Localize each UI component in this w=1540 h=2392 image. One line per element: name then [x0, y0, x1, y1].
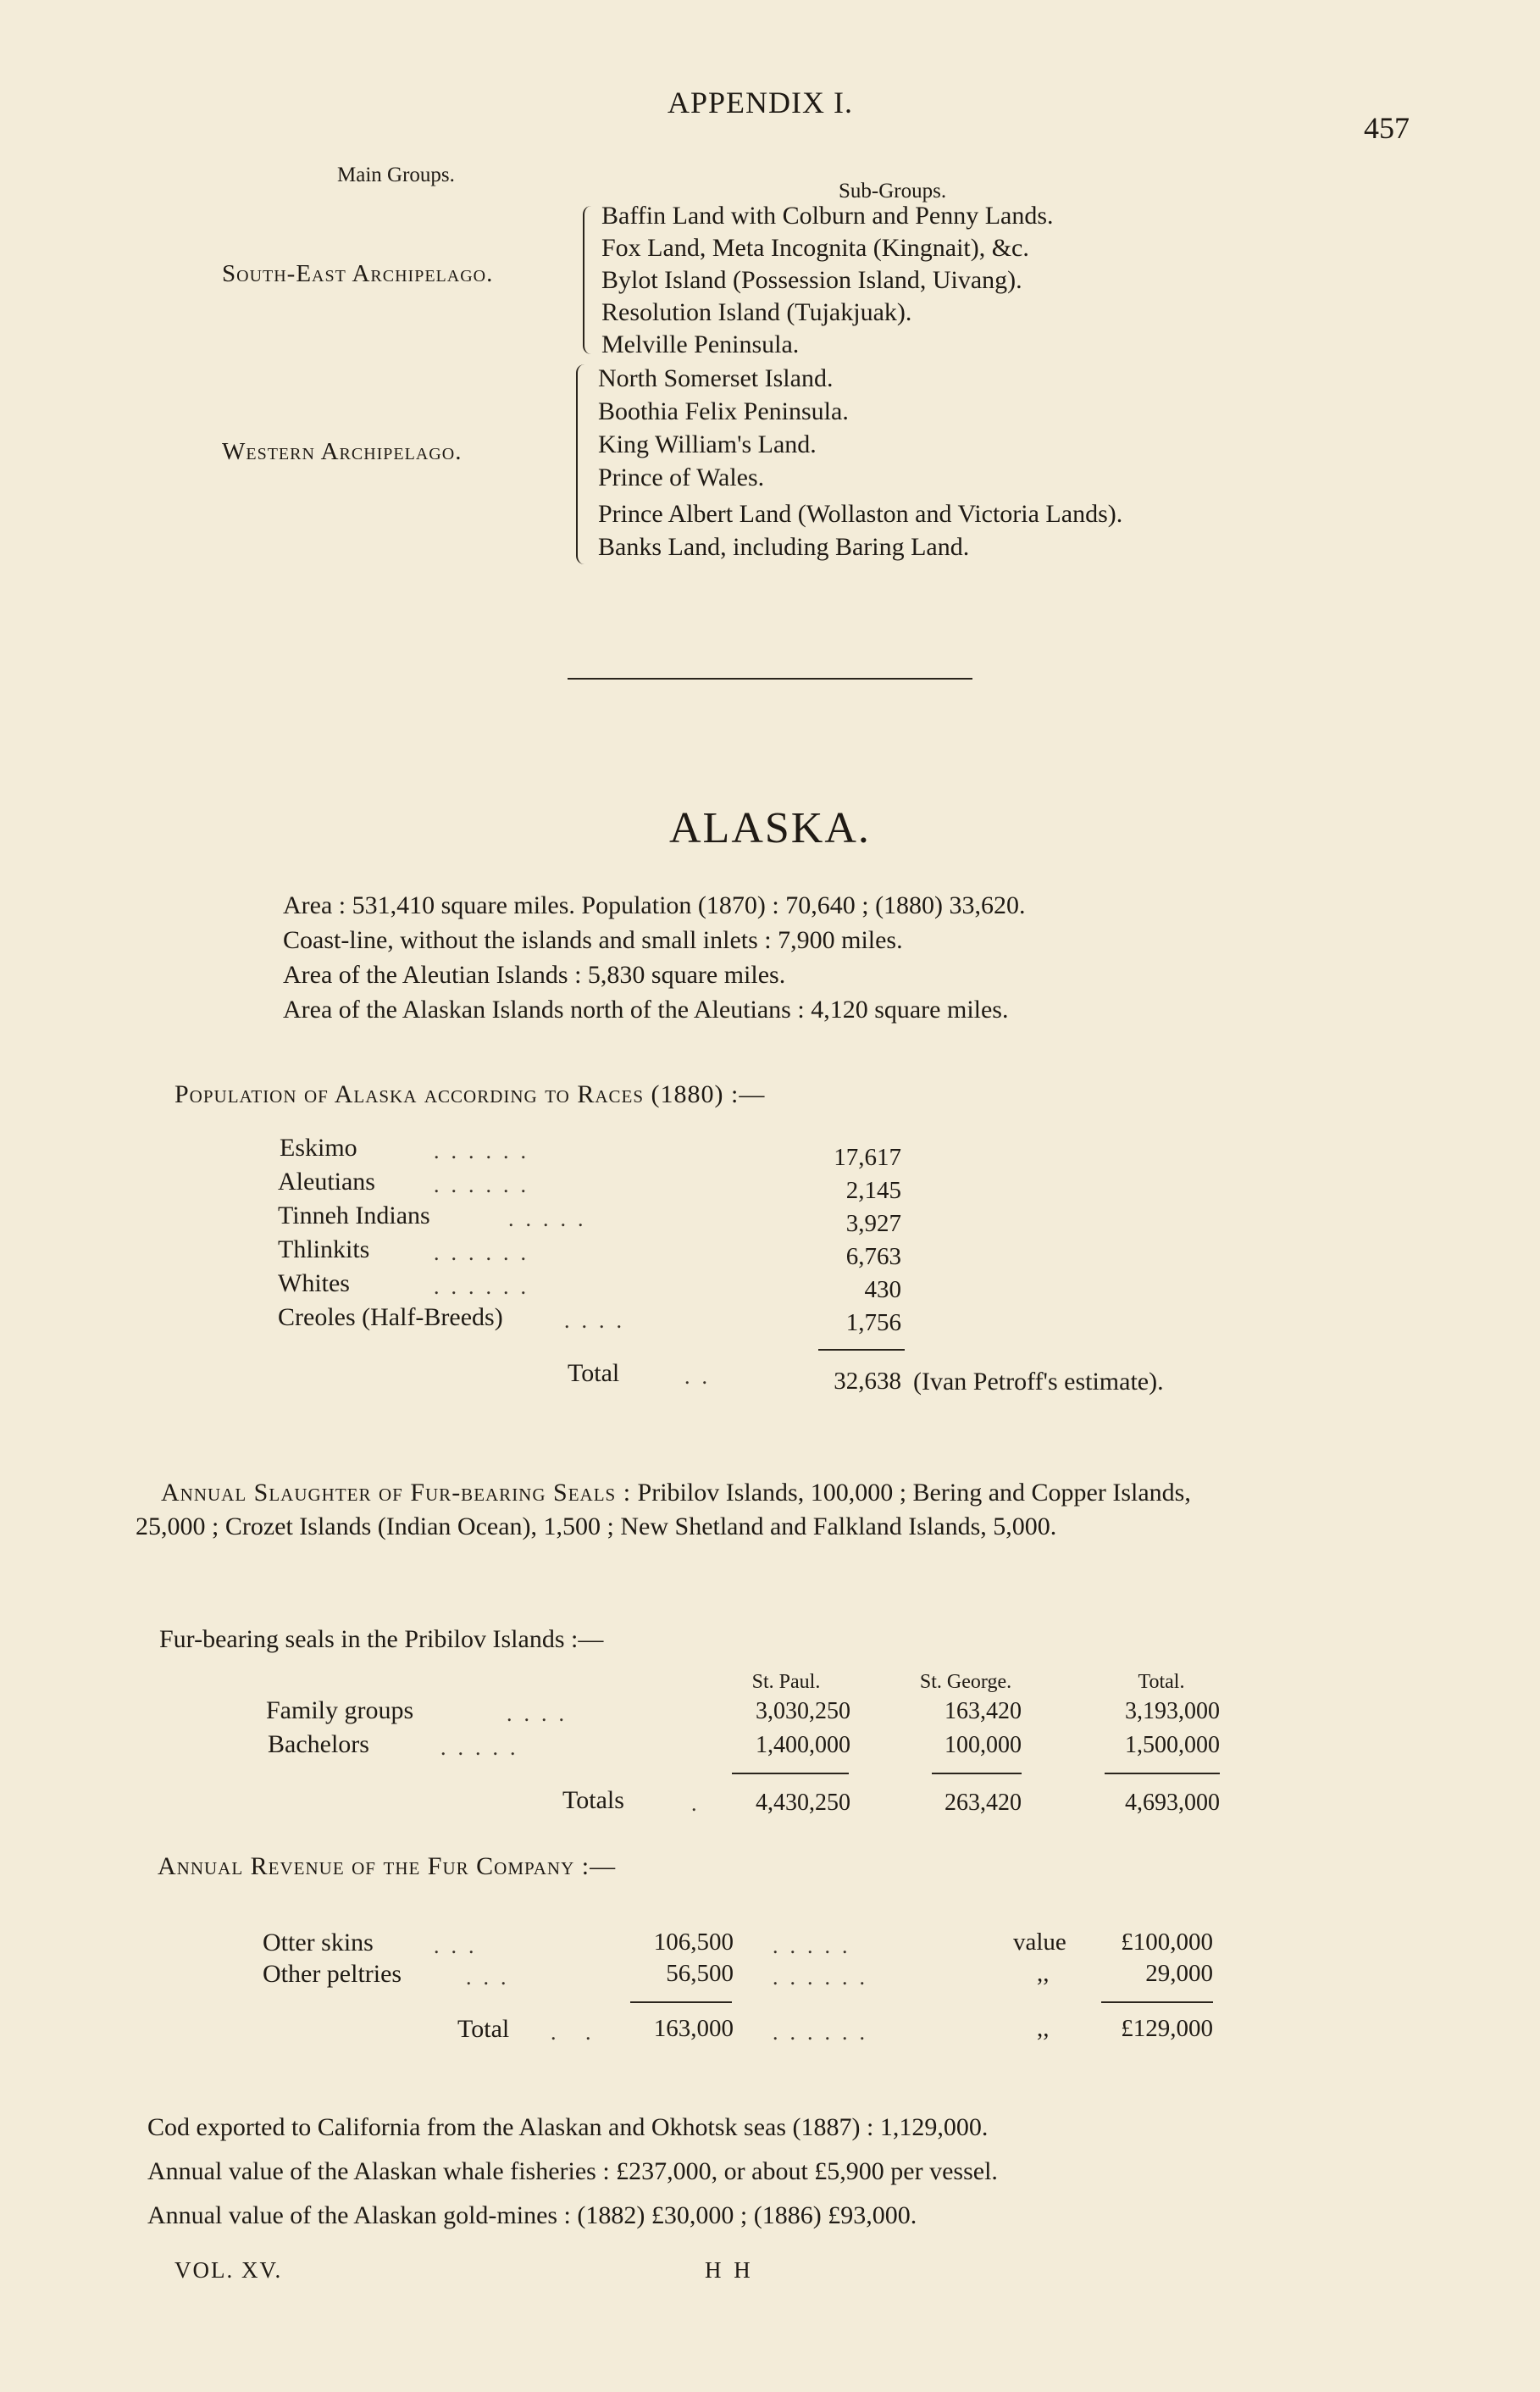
- volume-label: VOL. XV.: [174, 2257, 283, 2283]
- leader-dots: ....: [507, 1701, 576, 1726]
- total-rule: [818, 1349, 905, 1351]
- fact-line: Area of the Alaskan Islands north of the Aleutians : 4,120 square miles.: [283, 996, 1009, 1024]
- page-number: 457: [1364, 111, 1410, 145]
- population-total-note: (Ivan Petroff's estimate).: [913, 1368, 1164, 1396]
- seal-slaughter-text: Pribilov Islands, 100,000 ; Bering and Copper Islands,: [637, 1479, 1191, 1507]
- seal-cell: 1,400,000: [756, 1732, 850, 1758]
- revenue-total-value: £129,000: [1121, 2015, 1213, 2042]
- brace-south-east: [583, 206, 596, 354]
- population-total-value: 32,638: [834, 1368, 901, 1395]
- group-name-western: Western Archipelago.: [222, 438, 463, 465]
- race-value: 6,763: [845, 1243, 901, 1270]
- revenue-count: 106,500: [653, 1929, 734, 1956]
- column-header: St. George.: [919, 1671, 1012, 1693]
- leader-dots: ......: [434, 1240, 538, 1265]
- race-label: Whites: [278, 1269, 350, 1297]
- race-value: 1,756: [845, 1309, 901, 1336]
- revenue-total-count: 163,000: [653, 2015, 734, 2042]
- revenue-rule: [630, 2001, 732, 2003]
- section-title: ALASKA.: [669, 804, 871, 852]
- leader-dots: ..: [684, 1364, 719, 1389]
- totals-rule: [1105, 1773, 1220, 1774]
- subgroup-item: Fox Land, Meta Incognita (Kingnait), &c.: [601, 234, 1029, 262]
- revenue-total-label: Total: [457, 2015, 510, 2043]
- revenue-unit: ,,: [1037, 1960, 1050, 1987]
- brace-western: [576, 364, 590, 564]
- seal-row-label: Bachelors: [268, 1730, 369, 1758]
- subgroup-item: Melville Peninsula.: [601, 330, 800, 358]
- seal-total: 4,430,250: [756, 1790, 850, 1816]
- column-header: St. Paul.: [751, 1671, 821, 1693]
- running-title: APPENDIX I.: [668, 86, 854, 119]
- sub-groups-heading: Sub-Groups.: [839, 180, 947, 203]
- leader-dots: ......: [773, 2020, 877, 2045]
- subgroup-item: Prince of Wales.: [598, 463, 765, 491]
- subgroup-item: Baffin Land with Colburn and Penny Lands.: [601, 202, 1054, 230]
- seal-slaughter-line-2: 25,000 ; Crozet Islands (Indian Ocean), 1,500 ; New Shetland and Falkland Islands, 5,000.: [136, 1512, 1057, 1540]
- revenue-count: 56,500: [666, 1960, 734, 1987]
- pribilov-heading: Fur-bearing seals in the Pribilov Islands :—: [159, 1625, 604, 1653]
- leader-dots: ....: [564, 1308, 634, 1333]
- population-total-label: Total: [568, 1359, 620, 1387]
- race-value: 2,145: [845, 1177, 901, 1204]
- revenue-row-label: Otter skins: [263, 1929, 374, 1956]
- revenue-value: £100,000: [1121, 1929, 1213, 1956]
- race-label: Tinneh Indians: [278, 1202, 430, 1229]
- revenue-heading: Annual Revenue of the Fur Company :—: [158, 1852, 617, 1880]
- race-value: 3,927: [845, 1210, 901, 1237]
- race-label: Aleutians: [278, 1168, 375, 1196]
- closing-fact: Cod exported to California from the Alaskan and Okhotsk seas (1887) : 1,129,000.: [147, 2113, 989, 2141]
- seal-cell: 100,000: [944, 1732, 1022, 1758]
- seal-total: 263,420: [944, 1790, 1022, 1816]
- leader-dots: ...: [434, 1934, 486, 1958]
- subgroup-item: North Somerset Island.: [598, 364, 834, 392]
- leader-dots: .....: [440, 1735, 528, 1760]
- subgroup-item: Resolution Island (Tujakjuak).: [601, 298, 912, 326]
- fact-line: Coast-line, without the islands and small inlets : 7,900 miles.: [283, 926, 903, 954]
- seal-cell: 163,420: [944, 1698, 1022, 1724]
- fact-line: Area : 531,410 square miles. Population (1870) : 70,640 ; (1880) 33,620.: [283, 891, 1026, 919]
- revenue-rule: [1101, 2001, 1213, 2003]
- closing-fact: Annual value of the Alaskan gold-mines : (1882) £30,000 ; (1886) £93,000.: [147, 2201, 917, 2229]
- race-value: 17,617: [834, 1144, 901, 1171]
- section-divider: [568, 678, 972, 680]
- race-label: Eskimo: [280, 1134, 357, 1162]
- seal-row-label: Family groups: [266, 1696, 414, 1724]
- seal-total: 4,693,000: [1125, 1790, 1220, 1816]
- subgroup-item: Bylot Island (Possession Island, Uivang).: [601, 266, 1022, 294]
- leader-dots: ......: [434, 1274, 538, 1299]
- race-label: Thlinkits: [278, 1235, 370, 1263]
- revenue-unit: value: [1013, 1929, 1066, 1956]
- leader-dots: .....: [773, 1934, 860, 1958]
- leader-dots: .....: [508, 1207, 596, 1231]
- subgroup-item: Banks Land, including Baring Land.: [598, 533, 970, 561]
- seal-cell: 1,500,000: [1125, 1732, 1220, 1758]
- seal-slaughter-heading: Annual Slaughter of Fur-bearing Seals :: [161, 1479, 632, 1507]
- totals-rule: [932, 1773, 1022, 1774]
- main-groups-heading: Main Groups.: [337, 164, 455, 186]
- seal-slaughter-line-1: [161, 1479, 1191, 1507]
- subgroup-item: Prince Albert Land (Wollaston and Victoria Lands).: [598, 500, 1123, 528]
- race-value: 430: [864, 1276, 901, 1303]
- leader-dots: ......: [773, 1965, 877, 1990]
- subgroup-item: Boothia Felix Peninsula.: [598, 397, 849, 425]
- leader-dots: . .: [551, 2020, 603, 2045]
- leader-dots: ...: [466, 1965, 518, 1990]
- race-label: Creoles (Half-Breeds): [278, 1303, 503, 1331]
- leader-dots: ......: [434, 1173, 538, 1197]
- group-name-south-east: South-East Archipelago.: [222, 260, 494, 287]
- population-heading: Population of Alaska according to Races (1880) :—: [174, 1080, 766, 1108]
- revenue-total-unit: ,,: [1037, 2015, 1050, 2042]
- revenue-row-label: Other peltries: [263, 1960, 402, 1988]
- fact-line: Area of the Aleutian Islands : 5,830 square miles.: [283, 961, 786, 989]
- signature-mark: H H: [705, 2257, 754, 2283]
- revenue-value: 29,000: [1145, 1960, 1213, 1987]
- column-header: Total.: [1138, 1671, 1185, 1693]
- closing-fact: Annual value of the Alaskan whale fisheries : £237,000, or about £5,900 per vessel.: [147, 2157, 998, 2185]
- seal-cell: 3,193,000: [1125, 1698, 1220, 1724]
- subgroup-item: King William's Land.: [598, 430, 817, 458]
- seal-cell: 3,030,250: [756, 1698, 850, 1724]
- totals-rule: [732, 1773, 849, 1774]
- leader-dots: .: [691, 1791, 709, 1816]
- leader-dots: ......: [434, 1139, 538, 1163]
- seal-totals-label: Totals: [562, 1786, 624, 1814]
